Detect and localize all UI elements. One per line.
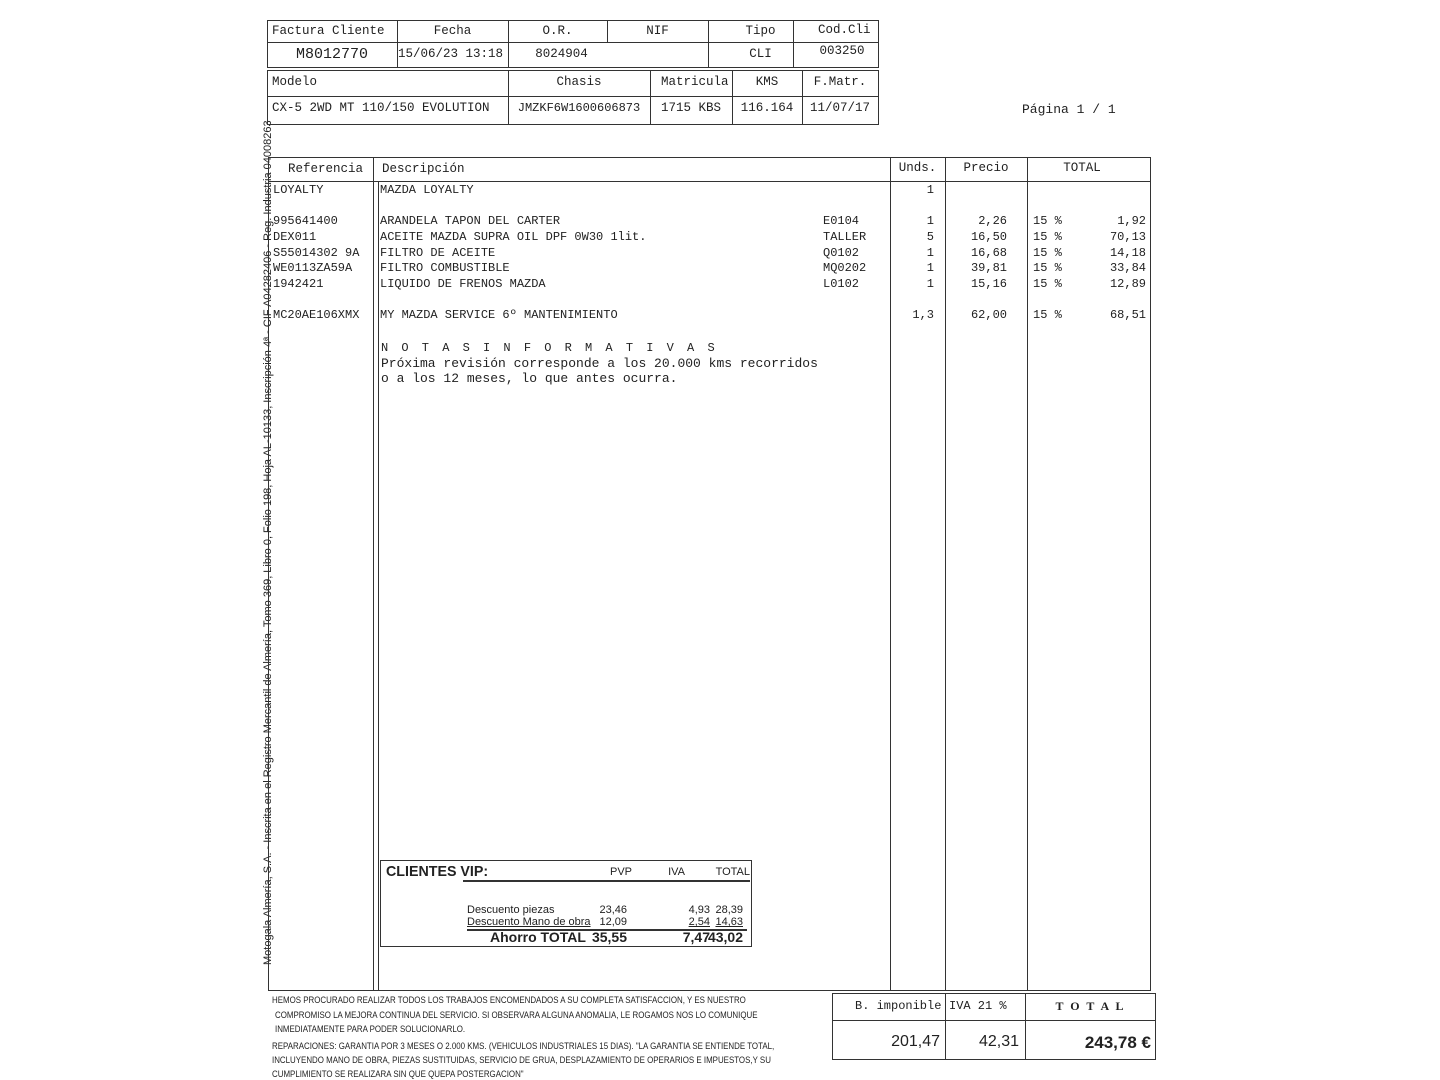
footer-line: REPARACIONES: GARANTIA POR 3 MESES O 2.000 KMS. (VEHICULOS INDUSTRIALES 15 DIAS). "LA GARANTIA SE ENTIENDE TOTAL,	[272, 1041, 775, 1051]
line-total: 14,18	[1109, 246, 1146, 260]
label-or: O.R.	[542, 24, 573, 38]
line-total: 68,51	[1109, 308, 1146, 322]
vip-col-total: TOTAL	[715, 866, 750, 878]
line-code: Q0102	[823, 246, 860, 260]
footer-line: INMEDIATAMENTE PARA PODER SOLUCIONARLO.	[275, 1024, 466, 1034]
label-iva: IVA 21 %	[949, 999, 1007, 1013]
vip-row-parts-pvp: 23,46	[599, 904, 627, 916]
col-precio: Precio	[963, 161, 1009, 175]
vip-total-total: 43,02	[707, 929, 743, 945]
col-descripcion: Descripción	[382, 162, 465, 176]
tipo-value: CLI	[749, 47, 772, 61]
footer-line: HEMOS PROCURADO REALIZAR TODOS LOS TRABAJOS ENCOMENDADOS A SU COMPLETA SATISFACCION, Y ES NUESTRO	[272, 995, 746, 1005]
line-units: 1	[926, 214, 934, 228]
line-description: FILTRO DE ACEITE	[380, 246, 496, 260]
notes-line-1: Próxima revisión corresponde a los 20.000 kms recorridos	[381, 356, 818, 371]
line-total: 33,84	[1109, 261, 1146, 275]
invoice-date: 15/06/23 13:18	[398, 47, 504, 61]
label-total: T O T A L	[1055, 999, 1126, 1013]
line-ref: DEX011	[273, 230, 317, 244]
notes-line-2: o a los 12 meses, lo que antes ocurra.	[381, 371, 678, 386]
line-code: TALLER	[823, 230, 867, 244]
line-price: 2,26	[978, 214, 1007, 228]
vip-total-pvp: 35,55	[591, 929, 627, 945]
vip-row-parts-total: 28,39	[715, 904, 743, 916]
label-modelo: Modelo	[272, 75, 318, 89]
line-price: 62,00	[970, 308, 1007, 322]
line-description: MY MAZDA SERVICE 6º MANTENIMIENTO	[380, 308, 618, 322]
line-description: LIQUIDO DE FRENOS MAZDA	[380, 277, 546, 291]
line-code: L0102	[823, 277, 860, 291]
line-ref: 995641400	[273, 214, 338, 228]
vehicle-model: CX-5 2WD MT 110/150 EVOLUTION	[272, 101, 490, 115]
line-discount: 15 %	[1033, 214, 1062, 228]
line-description: MAZDA LOYALTY	[380, 183, 474, 197]
label-chasis: Chasis	[556, 75, 602, 89]
line-ref: S55014302 9A	[273, 246, 360, 260]
line-price: 15,16	[970, 277, 1007, 291]
vip-col-iva: IVA	[668, 866, 685, 878]
label-fmatr: F.Matr.	[813, 75, 867, 89]
label-matricula: Matricula	[661, 75, 729, 89]
client-code: 003250	[819, 44, 865, 58]
footer-line: INCLUYENDO MANO DE OBRA, PIEZAS SUSTITUIDAS, SERVICIO DE GRUA, DESPLAZAMIENTO DE OPERARIOS E IMPUESTOS,Y SU	[272, 1055, 771, 1065]
line-total: 1,92	[1117, 214, 1146, 228]
grand-total: 243,78 €	[1084, 1033, 1151, 1052]
vip-total-label: Ahorro TOTAL	[490, 929, 586, 945]
line-discount: 15 %	[1033, 277, 1062, 291]
line-description: FILTRO COMBUSTIBLE	[380, 261, 510, 275]
label-base: B. imponible	[855, 999, 942, 1013]
label-fecha: Fecha	[433, 24, 472, 38]
order-number: 8024904	[535, 47, 588, 61]
line-price: 16,50	[970, 230, 1007, 244]
line-code: MQ0202	[823, 261, 867, 275]
label-factura: Factura Cliente	[272, 24, 385, 38]
vip-col-pvp: PVP	[609, 866, 632, 878]
vip-row-labour-pvp: 12,09	[599, 916, 627, 928]
vip-row-labour-iva: 2,54	[688, 916, 710, 928]
notes-title: N O T A S I N F O R M A T I V A S	[381, 341, 715, 355]
base-amount: 201,47	[891, 1033, 940, 1050]
vip-row-labour-total: 14,63	[715, 916, 743, 928]
line-ref: LOYALTY	[273, 183, 324, 197]
vip-title: CLIENTES VIP:	[386, 863, 489, 880]
line-units: 1	[926, 183, 934, 197]
footer-line: COMPROMISO LA MEJORA CONTINUA DEL SERVICIO. SI OBSERVARA ALGUNA ANOMALIA, LE ROGAMOS NOS LO COMUNIQUE	[275, 1010, 758, 1020]
vehicle-reg-date: 11/07/17	[809, 101, 870, 115]
line-discount: 15 %	[1033, 308, 1062, 322]
vehicle-plate: 1715 KBS	[660, 101, 721, 115]
vehicle-kms: 116.164	[740, 101, 794, 115]
line-discount: 15 %	[1033, 230, 1062, 244]
line-code: E0104	[823, 214, 860, 228]
line-description: ACEITE MAZDA SUPRA OIL DPF 0W30 1lit.	[380, 230, 647, 244]
page-number: Página 1 / 1	[1022, 102, 1116, 117]
line-price: 39,81	[970, 261, 1007, 275]
vip-row-parts-label: Descuento piezas	[467, 904, 555, 916]
registry-side-text: Motogala Almería, S.A. - Inscrita en el Registro Mercantil de Almería, Tomo 369, Libro 0, Folio 198, Hoja AL-10133, Inscripción 4ª - CIF A04282406 - Reg. Industria 04008263	[262, 120, 274, 965]
line-discount: 15 %	[1033, 246, 1062, 260]
col-unds: Unds.	[898, 161, 937, 175]
line-units: 1	[926, 246, 934, 260]
line-total: 12,89	[1109, 277, 1146, 291]
line-ref: WE0113ZA59A	[273, 261, 353, 275]
vip-total-iva: 7,47	[682, 929, 710, 945]
line-units: 5	[926, 230, 934, 244]
line-units: 1,3	[912, 308, 934, 322]
iva-amount: 42,31	[978, 1033, 1019, 1050]
line-ref: MC20AE106XMX	[273, 308, 360, 322]
vip-row-labour-label: Descuento Mano de obra	[467, 916, 591, 928]
line-units: 1	[926, 277, 934, 291]
invoice-number: M8012770	[295, 46, 368, 63]
label-kms: KMS	[755, 75, 779, 89]
vip-row-parts-iva: 4,93	[688, 904, 710, 916]
line-units: 1	[926, 261, 934, 275]
line-price: 16,68	[970, 246, 1007, 260]
line-description: ARANDELA TAPON DEL CARTER	[380, 214, 561, 228]
label-codcli: Cod.Cli	[818, 23, 871, 37]
label-tipo: Tipo	[745, 24, 776, 38]
col-total: TOTAL	[1063, 161, 1101, 175]
label-nif: NIF	[646, 24, 669, 38]
footer-line: CUMPLIMIENTO SE REALIZARA SIN QUE QUEPA POSTERGACION"	[272, 1069, 524, 1079]
line-total: 70,13	[1109, 230, 1146, 244]
line-discount: 15 %	[1033, 261, 1062, 275]
line-ref: 1942421	[273, 277, 324, 291]
vehicle-chassis: JMZKF6W1600606873	[517, 101, 641, 115]
col-referencia: Referencia	[288, 162, 364, 176]
